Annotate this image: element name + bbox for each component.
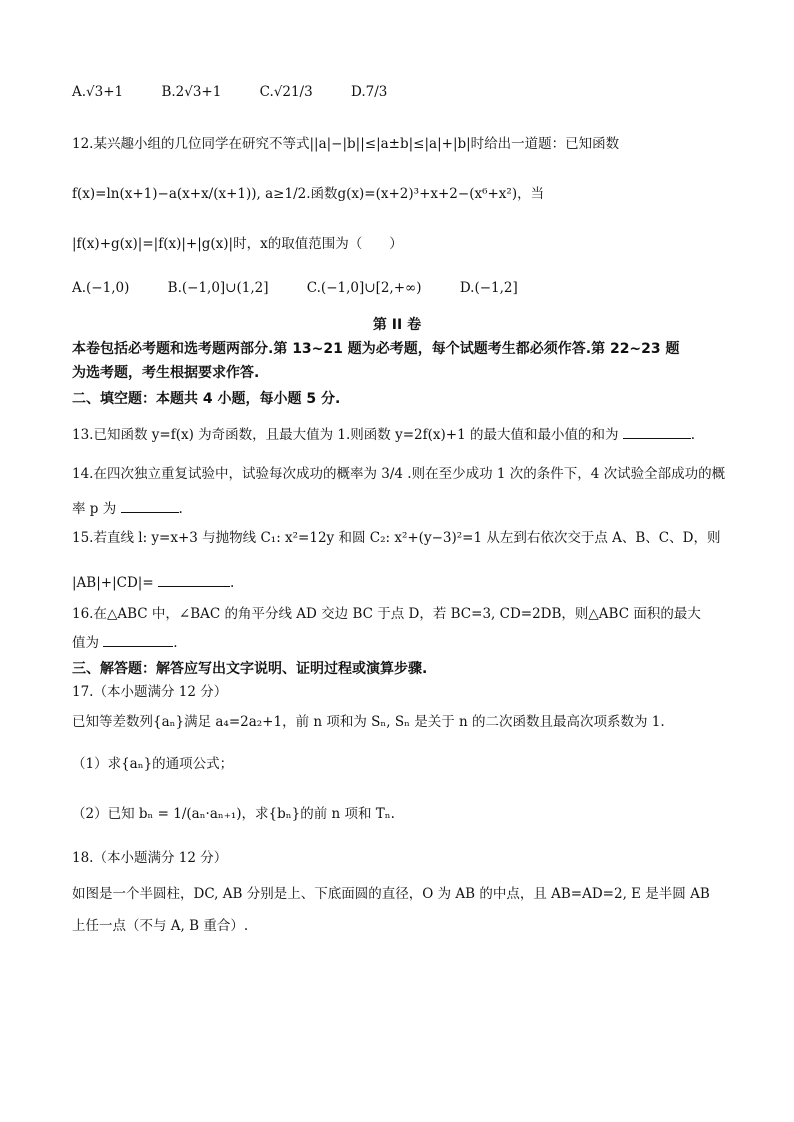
q13-answer-blank[interactable] [623, 426, 691, 439]
q18-header: 18.（本小题满分 12 分） [72, 850, 228, 866]
q14-line2: 率 p 为 . [72, 501, 183, 517]
q11-option-a: A.√3+1 [72, 84, 124, 100]
q14-line1: 14.在四次独立重复试验中，试验每次成功的概率为 3/4 .则在至少成功 1 次的条件下，4 次试验全部成功的概 [72, 466, 726, 482]
q18-line1: 如图是一个半圆柱，DC, AB 分别是上、下底面圆的直径，O 为 AB 的中点，且 AB=AD=2, E 是半圆 AB [72, 886, 710, 902]
q12-option-d: D.(−1,2] [459, 280, 518, 296]
section-intro-2: 为选考题，考生根据要求作答. [72, 365, 260, 381]
q11-option-d: D.7/3 [351, 84, 388, 100]
q14-answer-blank[interactable] [121, 500, 179, 513]
section-intro-1: 本卷包括必考题和选考题两部分.第 13~21 题为必考题，每个试题考生都必须作答.第 22~23 题 [72, 341, 680, 357]
q12-line1: 12.某兴趣小组的几位同学在研究不等式||a|−|b||≤|a±b|≤|a|+|b|时给出一道题：已知函数 [72, 136, 620, 152]
q13-text: 13.已知函数 y=f(x) 为奇函数，且最大值为 1.则函数 y=2f(x)+1 的最大值和最小值的和为 [72, 427, 619, 443]
part2-heading: 二、填空题：本题共 4 小题，每小题 5 分. [72, 391, 341, 407]
section-title: 第 II 卷 [372, 317, 422, 333]
q15-answer-blank[interactable] [158, 574, 230, 587]
q12-option-c: C.(−1,0]∪[2,+∞) [306, 280, 422, 296]
q12-line3: |f(x)+g(x)|=|f(x)|+|g(x)|时，x的取值范围为（ ） [72, 236, 403, 252]
q11-option-b: B.2√3+1 [161, 84, 222, 100]
q17-header: 17.（本小题满分 12 分） [72, 684, 228, 700]
q13: 13.已知函数 y=f(x) 为奇函数，且最大值为 1.则函数 y=2f(x)+1 的最大值和最小值的和为 . [72, 427, 696, 443]
q15-line1: 15.若直线 l: y=x+3 与抛物线 C₁: x²=12y 和圆 C₂: x²+(y−3)²=1 从左到右依次交于点 A、B、C、D，则 [72, 530, 721, 546]
q17-stem: 已知等差数列{aₙ}满足 a₄=2a₂+1，前 n 项和为 Sₙ, Sₙ 是关于 n 的二次函数且最高次项系数为 1. [72, 714, 665, 730]
q15-line2: |AB|+|CD|= . [72, 575, 235, 591]
q16-line2: 值为 . [72, 635, 178, 651]
q15-line2-text: |AB|+|CD|= [72, 575, 154, 591]
q12-option-a: A.(−1,0) [72, 280, 130, 296]
q17-part1: （1）求{aₙ}的通项公式； [72, 756, 234, 772]
q17-part2: （2）已知 bₙ = 1/(aₙ·aₙ₊₁)，求{bₙ}的前 n 项和 Tₙ. [72, 806, 395, 822]
q16-answer-blank[interactable] [103, 634, 173, 647]
q11-option-c: C.√21/3 [259, 84, 313, 100]
q12-options [72, 282, 552, 296]
q11-options [72, 86, 421, 100]
q12-option-b: B.(−1,0]∪(1,2] [167, 280, 269, 296]
q14-line2-text: 率 p 为 [72, 501, 117, 517]
q16-line1: 16.在△ABC 中，∠BAC 的角平分线 AD 交边 BC 于点 D，若 BC=3, CD=2DB，则△ABC 面积的最大 [72, 606, 701, 622]
q18-line2: 上任一点（不与 A, B 重合）. [72, 918, 249, 934]
q16-line2-text: 值为 [72, 635, 99, 651]
part3-heading: 三、解答题：解答应写出文字说明、证明过程或演算步骤. [72, 661, 428, 677]
q12-line2: f(x)=ln(x+1)−a(x+x/(x+1)), a≥1/2.函数g(x)=(x+2)³+x+2−(x⁶+x²)，当 [72, 186, 545, 202]
